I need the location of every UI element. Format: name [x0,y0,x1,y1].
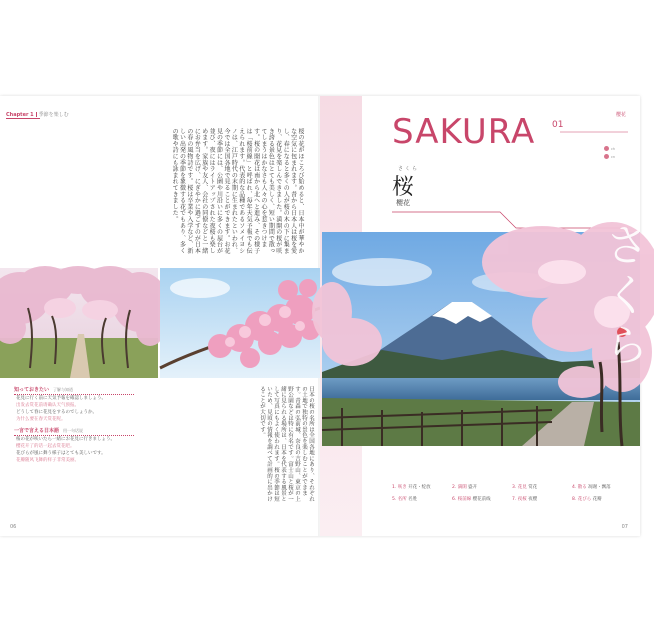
headword-translation: 櫻花 [396,199,410,207]
page-number-right: 07 [621,524,628,530]
tip-line: 桜の花が咲いたら一緒にお花見に行きましょう。 [16,437,115,442]
chapter-label: Chapter 1 季節を楽しむ [6,112,69,118]
tip-line-translation: 花瓣随风飞舞的样子非常美丽。 [16,458,79,463]
tip-line: 花見に行く前に天気予報を確認しましょう。 [16,396,106,401]
tip-line-translation: 为什么要在春天赏花呢。 [16,417,66,422]
vocab-item: 5. 名所 名胜 [392,497,418,502]
tip-line-translation: 出发去赏花前请确认天气预报。 [16,403,79,408]
vocab-item: 3. 花見 赏花 [512,485,538,490]
kanji-reading: さくら [398,166,420,172]
audio-markers: ch cn [604,146,615,162]
page-number-left: 06 [10,524,17,530]
body-text: 桜の花がほころび始めると、日本中が華やかな空気に包まれます。昔から日本人は桜を愛し、春になると多くの人が桜の木の下に集まり、花見を楽しんできました。満開の桜が咲き誇る景色はとても美しく、短い期間で散ってしまうはかなさも人々の心を惹きつけます。桜の開花は南から北へと進み、その様子は「桜前線」と呼ばれ、毎年天気予報でも伝えられます。代表的な品種であるソメイヨシノは、江戸時代の末期に生まれたといわれ、今では全国各地で見ることができます。お花見の季節には、公園や川沿いに多くの屋台が並び、夜にはライトアップされた夜桜も楽しめます。家族や友人、会社の同僚などと一緒にお弁当を広げ、にぎやかに過ごすのが日本の春の風物詩です。桜は卒業や入学など、新しい出発の季節を象徴する花でもあり、多くの歌や詩にも詠まれてきました。 [171,128,304,254]
tip-line-translation: 樱花开了的话一起去赏花吧。 [16,444,75,449]
audio-dot-icon[interactable] [604,154,609,159]
vocab-item: 1. 咲き 开花・绽放 [392,485,431,490]
hiragana-overlay: さくら [597,222,648,372]
vocab-item: 4. 散る 凋谢・飘落 [572,485,611,490]
vocab-item: 7. 夜桜 夜樱 [512,497,538,502]
mount-fuji-cherry-photo [322,222,648,446]
chapter-rule [6,118,40,119]
headword-kanji: 桜 [392,175,415,200]
tip-line: 花びらが風に舞う様子はとても美しいです。 [16,451,106,456]
cherry-blossom-closeup-photo [160,268,320,378]
audio-dot-icon[interactable] [604,146,609,151]
page-title: SAKURA [392,112,536,152]
tip-box-heading-1: 知っておきたい 了解与知道 [14,386,134,395]
tip-box-heading-2: 一言で言える日本語 用一句话说 [14,427,134,436]
vocabulary-list [392,484,628,502]
vocab-item: 8. 花びら 花瓣 [572,497,602,502]
cherry-tunnel-photo [0,268,158,378]
entry-number: 01 [552,120,564,130]
vocab-item: 2. 満開 盛开 [452,485,478,490]
tip-box [14,382,134,464]
brand-tag: 樱花 [615,112,626,118]
vocab-item: 6. 桜前線 樱花前线 [452,497,491,502]
body-text-2: 日本の桜の名所は全国各地にあり、それぞれの土地で独特の景色を楽しむことができます。青森の弘前城、奈良の吉野山、東京の上野公園などは特に有名です。富士山と桜が一緒に見られる場所は、日本を代表する風景として写真にもよく使われます。桜の季節は短いため、見頃の情報を調べて計画的に出かけることが大切です。 [259,386,314,502]
tip-line: どうして春に花見をするのでしょうか。 [16,410,97,415]
